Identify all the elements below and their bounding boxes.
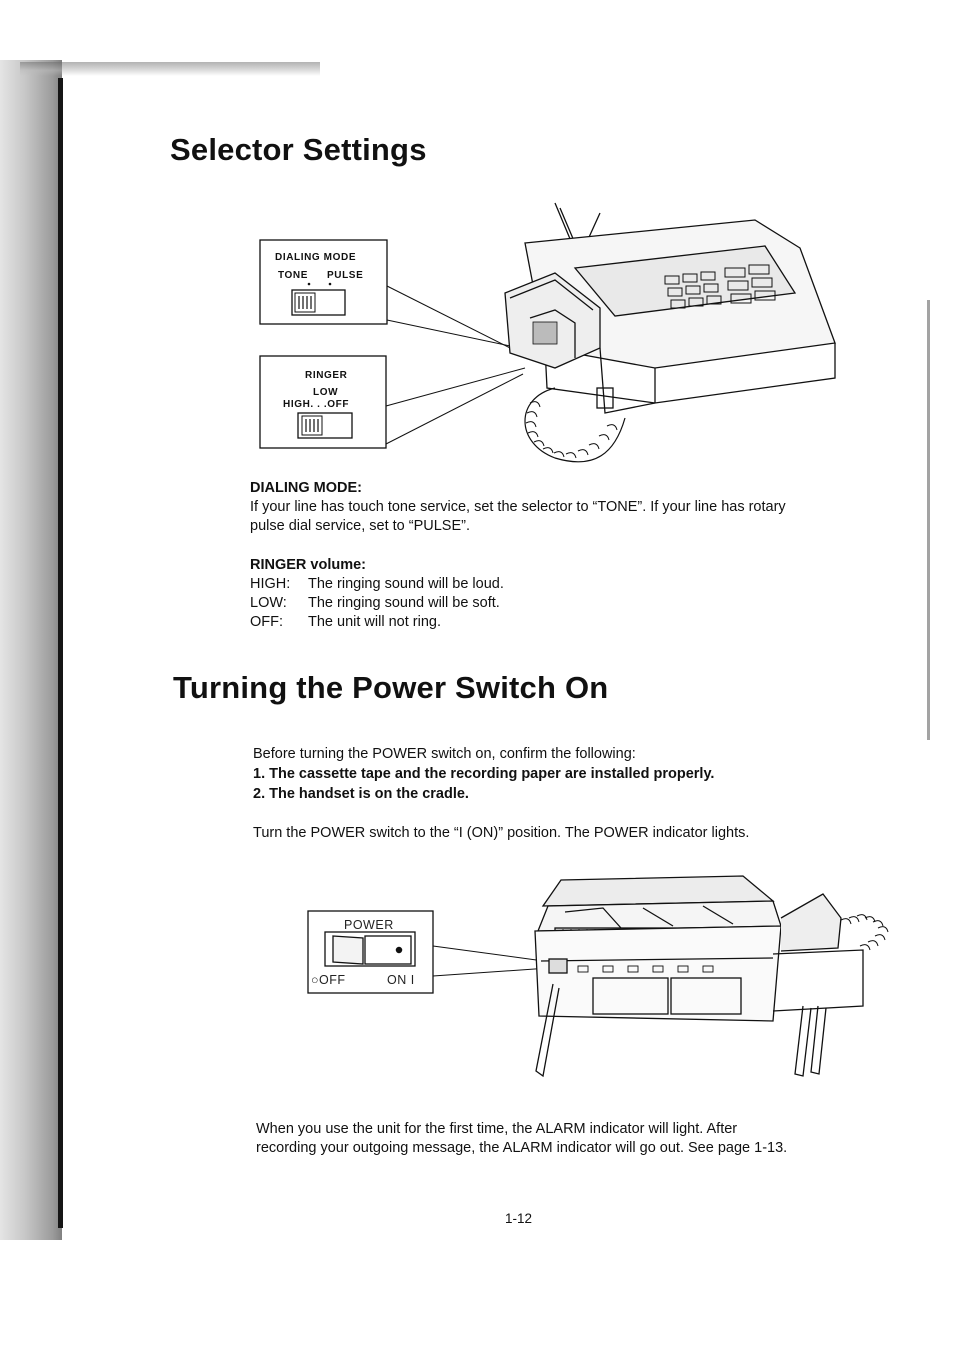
section-title-selector-settings: Selector Settings [170,132,427,167]
section-title-power-switch: Turning the Power Switch On [173,670,609,705]
ringer-high-off-label: HIGH. . .OFF [283,399,350,410]
on-label: ON I [387,973,415,987]
alarm-text-1: When you use the unit for the first time, the ALARM indicator will light. After [256,1121,738,1137]
ringer-low-label: LOW [313,387,339,398]
power-check-item-1: 1. The cassette tape and the recording paper are installed properly. [253,766,715,782]
page-edge-rule-right [927,300,930,740]
scan-shadow-top [20,62,320,76]
power-switch-figure [303,866,903,1088]
dialing-mode-text-1: If your line has touch tone service, set the selector to “TONE”. If your line has rotary [250,499,786,515]
page-edge-rule [58,78,63,1228]
off-label: ○OFF [311,973,346,987]
fax-machine-rear-illustration [535,876,888,1076]
power-check-item-2: 2. The handset is on the cradle. [253,786,469,802]
ringer-volume-list [250,575,504,632]
scan-shadow [0,60,62,1240]
power-rocker-switch-icon [325,932,415,966]
selector-settings-figure [255,198,845,483]
fax-machine-illustration [505,203,835,462]
dialing-mode-heading: DIALING MODE: [250,480,362,496]
dialing-mode-text-2: pulse dial service, set to “PULSE”. [250,518,471,534]
power-intro: Before turning the POWER switch on, confirm the following: [253,746,636,762]
ringer-row-low: LOW: The ringing sound will be soft. [250,595,500,611]
tone-label: TONE [278,270,308,281]
power-label: POWER [344,918,394,932]
power-instruction: Turn the POWER switch to the “I (ON)” position. The POWER indicator lights. [253,825,750,841]
ringer-switch-icon [298,413,352,438]
ringer-row-off: OFF: The unit will not ring. [250,614,441,630]
dialing-mode-label: DIALING MODE [275,252,357,263]
pulse-label: PULSE [327,270,364,281]
ringer-volume-heading: RINGER volume: [250,557,367,573]
page-number: 1-12 [505,1211,533,1226]
ringer-row-high: HIGH: The ringing sound will be loud. [250,576,504,592]
alarm-text-2: recording your outgoing message, the ALARM indicator will go out. See page 1-13. [256,1140,788,1156]
dialing-mode-switch-icon [292,290,345,315]
ringer-label: RINGER [305,370,348,381]
